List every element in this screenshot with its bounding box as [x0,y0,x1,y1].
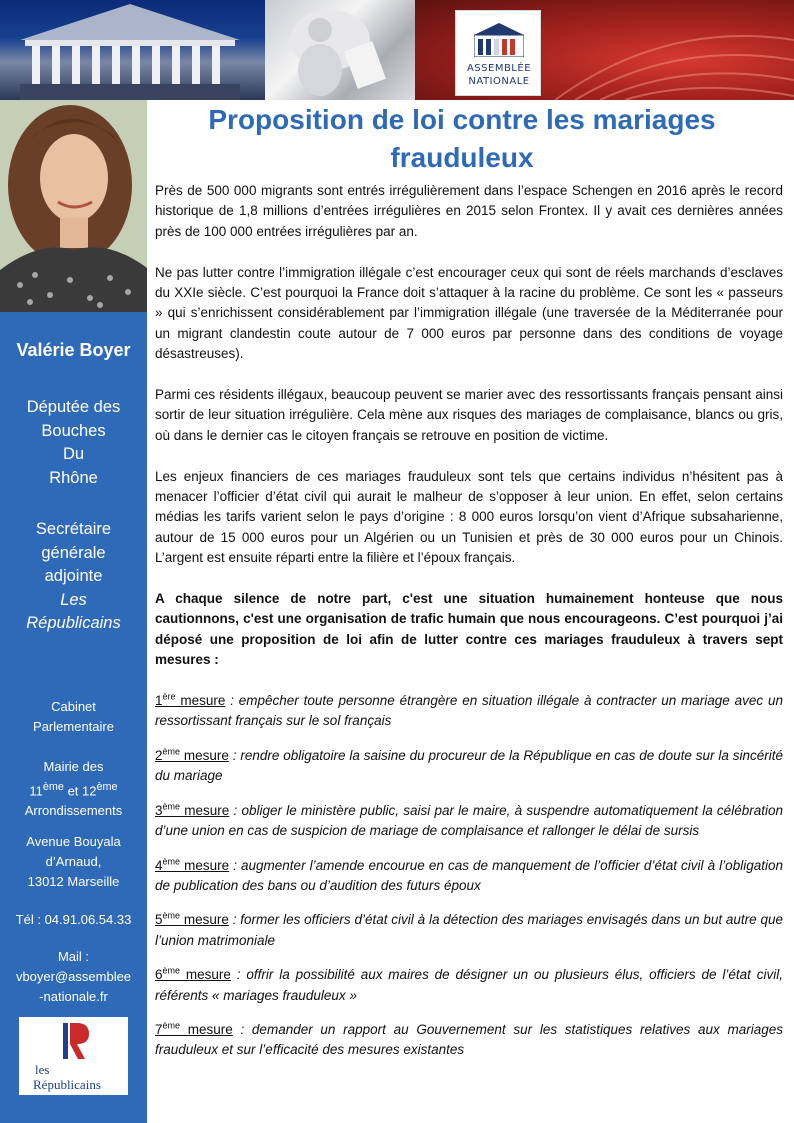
address-line: d’Arnaud, [45,854,102,869]
email-contact[interactable] [0,947,147,1007]
measure-ordinal: ème [162,856,181,867]
page-title: Proposition de loi contre les mariages frauduleux [208,104,716,173]
measure-number: 2 [155,747,163,763]
measure-word: mesure [180,1021,233,1037]
les-republicains-logo [19,1017,128,1095]
measure-number: 4 [155,857,163,873]
measure-label [155,748,229,763]
assemblee-nationale-logo [455,10,541,96]
measure-word: mesure [180,857,230,873]
role-line: Députée des [26,398,121,416]
measure-label [155,693,225,708]
role2-line: Secrétaire [35,520,112,538]
measure-number: 5 [155,912,163,928]
measure-ordinal: ème [162,910,181,921]
measure-label [155,803,229,818]
measure-text: : demander un rapport au Gouvernement sur les statistiques relatives aux mariages frauduleux et sur l’efficacité des mesures existantes [155,1021,783,1058]
party-name-line: Républicains [26,614,121,632]
mairie-number: 11 [29,783,43,799]
measure-item [155,746,783,787]
measure-word: mesure [180,802,230,818]
party-role [0,518,147,636]
measure-text: : offrir la possibilité aux maires de désigner un ou plusieurs élus, officiers de l’état civil, référents « mariages frauduleux » [155,967,783,1003]
angel-statue [265,0,415,100]
mairie-sup: ème [42,781,64,793]
measure-word: mesure [180,747,229,763]
les-republicains-emblem-icon [19,1017,128,1095]
bold-paragraph: A chaque silence de notre part, c'est une situation humainement honteuse que nous cautionnons, c'est une organisation de trafic humain que nous encourageons. C’est pourquoi j’ai déposé une proposition de loi afin de lutter contre ces mariages frauduleux à travers sept mesures : [155,591,783,668]
measure-label [155,912,229,927]
cabinet-line: Cabinet [51,699,96,714]
measure-item [155,965,783,1006]
deputy-name: Valérie Boyer [16,340,131,360]
measure-label [155,858,229,873]
mairie-arrondissements-line [0,777,147,801]
mairie-line: Arrondissements [24,803,123,819]
email-address-line[interactable]: -nationale.fr [39,989,108,1004]
paragraph: Près de 500 000 migrants sont entrés irrégulièrement dans l’espace Schengen en 2016 après le record historique de 1,8 millions d’entrées irrégulières en 2015 selon Frontex. Il y avait ces dernières années près de 100 000 entrées irrégulières par an. [155,183,783,239]
cabinet-line: Parlementaire [33,719,114,734]
measure-number: 7 [155,1021,163,1037]
measure-ordinal: ère [162,691,176,702]
address-line: 13012 Marseille [27,874,120,889]
measure-label [155,1022,233,1037]
postal-address [0,832,147,892]
measure-item [155,1020,783,1061]
mairie-sup: ème [96,781,118,793]
portrait-photo [0,100,147,312]
phone-number: Tél : 04.91.06.54.33 [15,912,132,927]
assemblee-nationale-emblem-icon [474,21,524,57]
paragraph: Ne pas lutter contre l’immigration illégale c’est encourager ceux qui sont de réels marchands d’esclaves du XXIe siècle. C’est pourquoi la France doit s’attaquer à la racine du problème. Ce sont les « passeurs » qui s’enrichissent considérablement par l’immigration illégale (une traversée de la Méditerranée pour un migrant clandestin coute autour de 7 000 euros par personne dans des conditions de voyage désastreuses). [155,264,783,362]
mairie-info [0,757,147,821]
measure-number: 3 [155,802,163,818]
paragraph: Les enjeux financiers de ces mariages frauduleux sont tels que certains individus n’hésitent pas à menacer l’officier d’état civil qui aurait le malheur de s’opposer à leur union. En effet, selon certains médias les tarifs varient selon le pays d’origine : 8 000 euros lorsqu’on vient d’Afrique subsaharienne, autour de 15 000 euros pour un Algérien ou un Tunisien et près de 30 000 euros pour un Chinois. L’argent est ensuite réparti entre la filière et l’époux français. [155,468,783,566]
email-address-line[interactable]: vboyer@assemblee [15,969,132,984]
measure-ordinal: ème [162,1020,181,1031]
portrait-image [0,100,147,312]
measure-item [155,801,783,842]
mairie-line: Mairie des [43,759,104,774]
mairie-conjunction: et [63,783,83,799]
address-line: Avenue Bouyala [26,834,121,849]
document-body [155,181,783,1061]
cabinet-label [0,697,147,737]
measure-text: : rendre obligatoire la saisine du procureur de la République en cas de doute sur la sincérité du mariage [155,747,783,784]
party-name-line: Les [60,590,87,609]
measure-text: : augmenter l’amende encourue en cas de manquement de l’officier d’état civil à l’obligation de publication des bans ou d’audition des futurs époux [155,857,783,893]
measure-ordinal: ème [162,965,181,976]
measure-word: mesure [180,912,229,928]
mail-label: Mail : [57,949,90,964]
role-line: Du [62,445,85,463]
measure-text: : obliger le ministère public, saisi par le maire, à suspendre automatiquement la célébration d’une union en cas de suspicion de mariage de complaisance et rallonger le délai de sursis [155,802,783,839]
role-line: Rhône [49,468,98,487]
measure-number: 1 [155,693,163,709]
measure-word: mesure [175,693,226,709]
measure-text: : former les officiers d’état civil à la détection des mariages envisagés dans un but autre que l’union matrimoniale [155,912,783,948]
palais-bourbon-photo [0,0,265,100]
sidebar [0,100,147,1123]
header-banner [0,0,794,100]
measure-label [155,967,231,982]
palais-bourbon-facade [0,0,265,100]
logo-text-assemblee: ASSEMBLÉE [466,63,532,74]
measure-ordinal: ème [162,746,181,757]
role2-line: générale [41,543,106,562]
measure-text: : empêcher toute personne étrangère en situation illégale à contracter un mariage avec un ressortissant français sur le sol français [155,693,783,729]
deputy-role [0,396,147,490]
measure-item [155,856,783,897]
mairie-number: 12 [82,783,97,799]
paragraph: Parmi ces résidents illégaux, beaucoup peuvent se marier avec des ressortissants français pensant ainsi sortir de leur situation irrégulière. Cela mène aux risques des mariages de complaisance, blancs ou gris, où dans le dernier cas le citoyen français se retrouve en position de victime. [155,387,783,443]
statue-photo [265,0,415,100]
measure-item [155,910,783,951]
role2-line: adjointe [44,567,103,585]
role-line: Bouches [41,421,106,440]
measure-ordinal: ème [162,801,181,812]
measure-word: mesure [180,967,231,983]
logo-text-nationale: NATIONALE [468,76,530,87]
lr-logo-text-republicains: Républicains [33,1077,101,1092]
lr-logo-text-les: les [35,1062,50,1077]
measure-number: 6 [155,967,163,983]
measure-item [155,691,783,732]
